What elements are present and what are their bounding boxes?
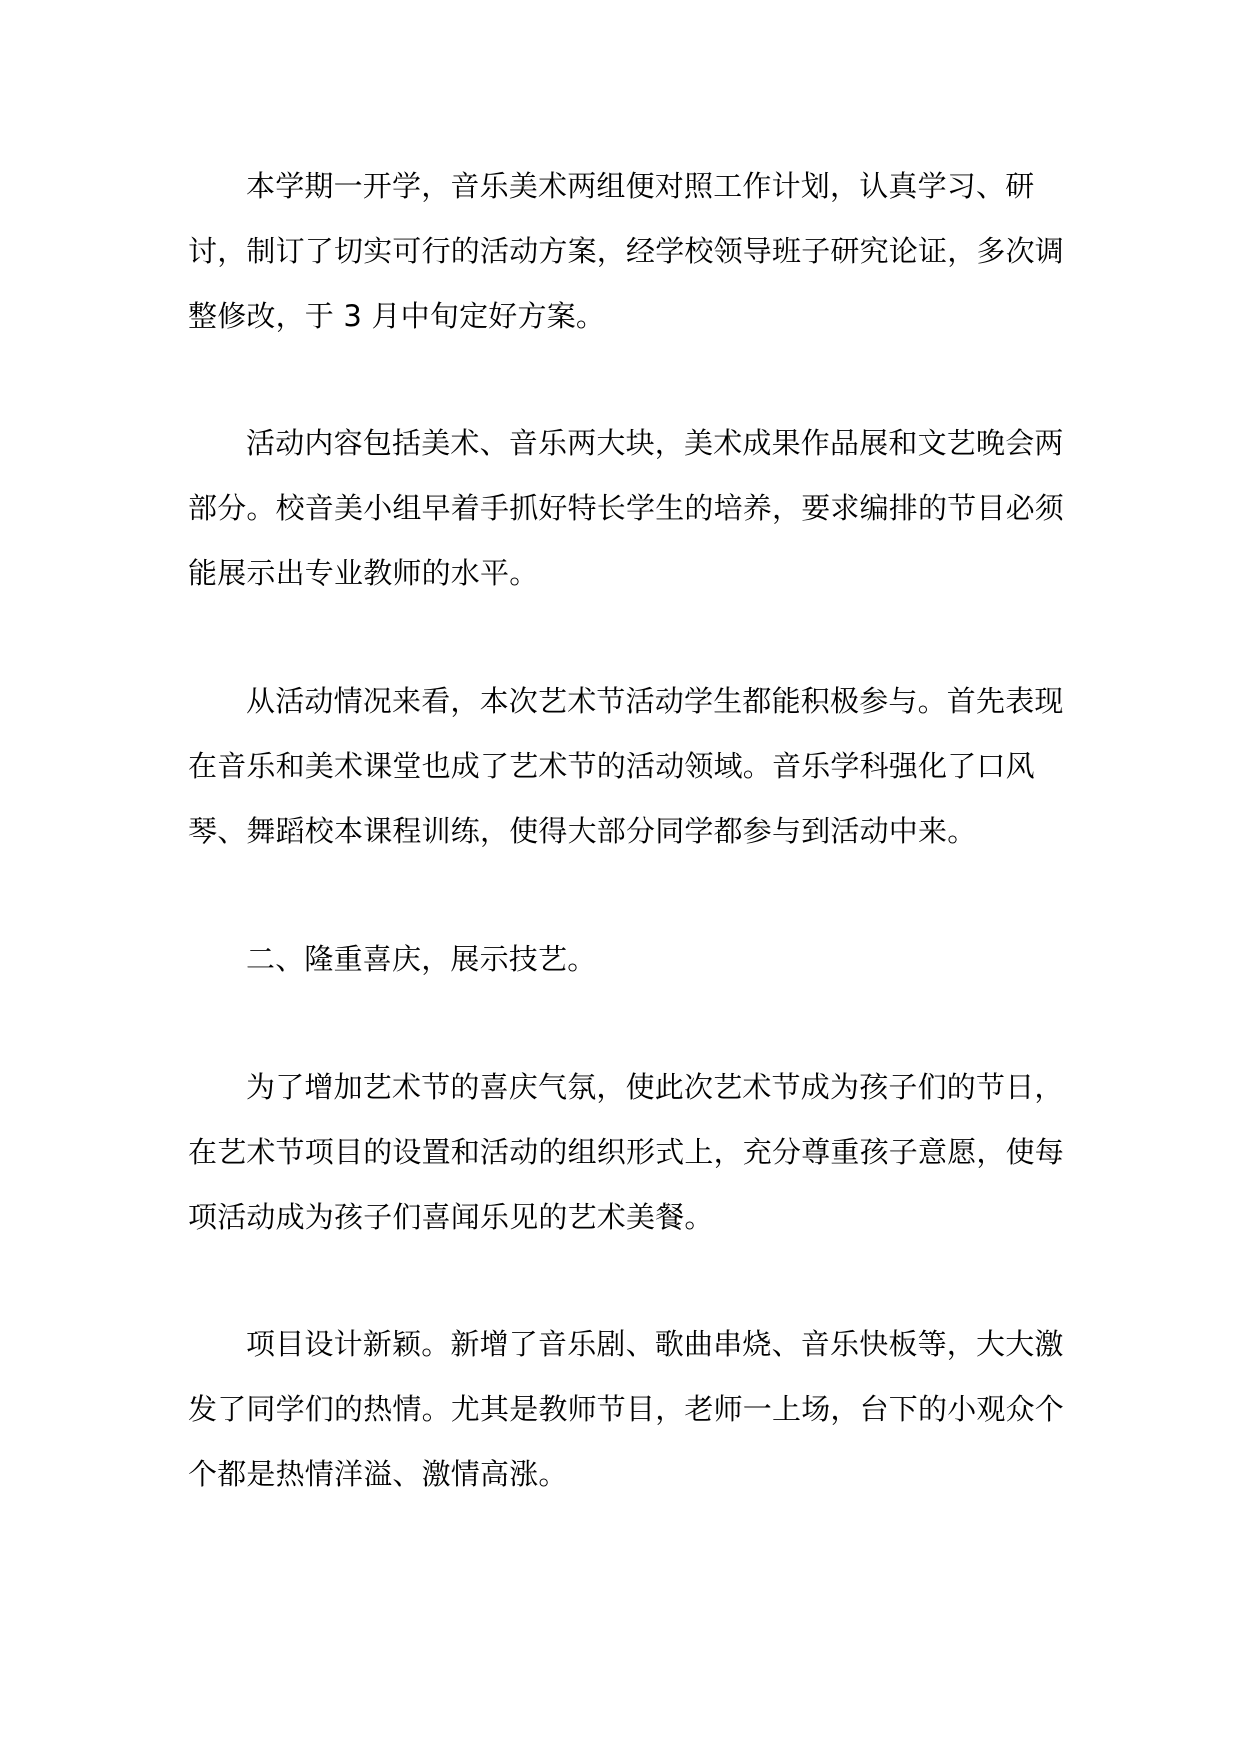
paragraph-planning: 本学期一开学，音乐美术两组便对照工作计划，认真学习、研讨，制订了切实可行的活动方案，经学校领导班子研究论证，多次调整修改，于 3 月中旬定好方案。 <box>188 169 1065 333</box>
paragraph-new-projects: 项目设计新颖。新增了音乐剧、歌曲串烧、音乐快板等，大大激发了同学们的热情。尤其是教师节目，老师一上场，台下的小观众个个都是热情洋溢、激情高涨。 <box>188 1327 1065 1491</box>
paragraph-participation: 从活动情况来看，本次艺术节活动学生都能积极参与。首先表现在音乐和美术课堂也成了艺术节的活动领域。音乐学科强化了口风琴、舞蹈校本课程训练，使得大部分同学都参与到活动中来。 <box>188 684 1064 848</box>
paragraph-festive-atmosphere: 为了增加艺术节的喜庆气氛，使此次艺术节成为孩子们的节日，在艺术节项目的设置和活动的组织形式上，充分尊重孩子意愿，使每项活动成为孩子们喜闻乐见的艺术美餐。 <box>188 1070 1065 1234</box>
section-heading: 二、隆重喜庆，展示技艺。 <box>246 942 597 976</box>
paragraph-activity-content: 活动内容包括美术、音乐两大块，美术成果作品展和文艺晚会两部分。校音美小组早着手抓好特长学生的培养，要求编排的节目必须能展示出专业教师的水平。 <box>188 426 1065 590</box>
